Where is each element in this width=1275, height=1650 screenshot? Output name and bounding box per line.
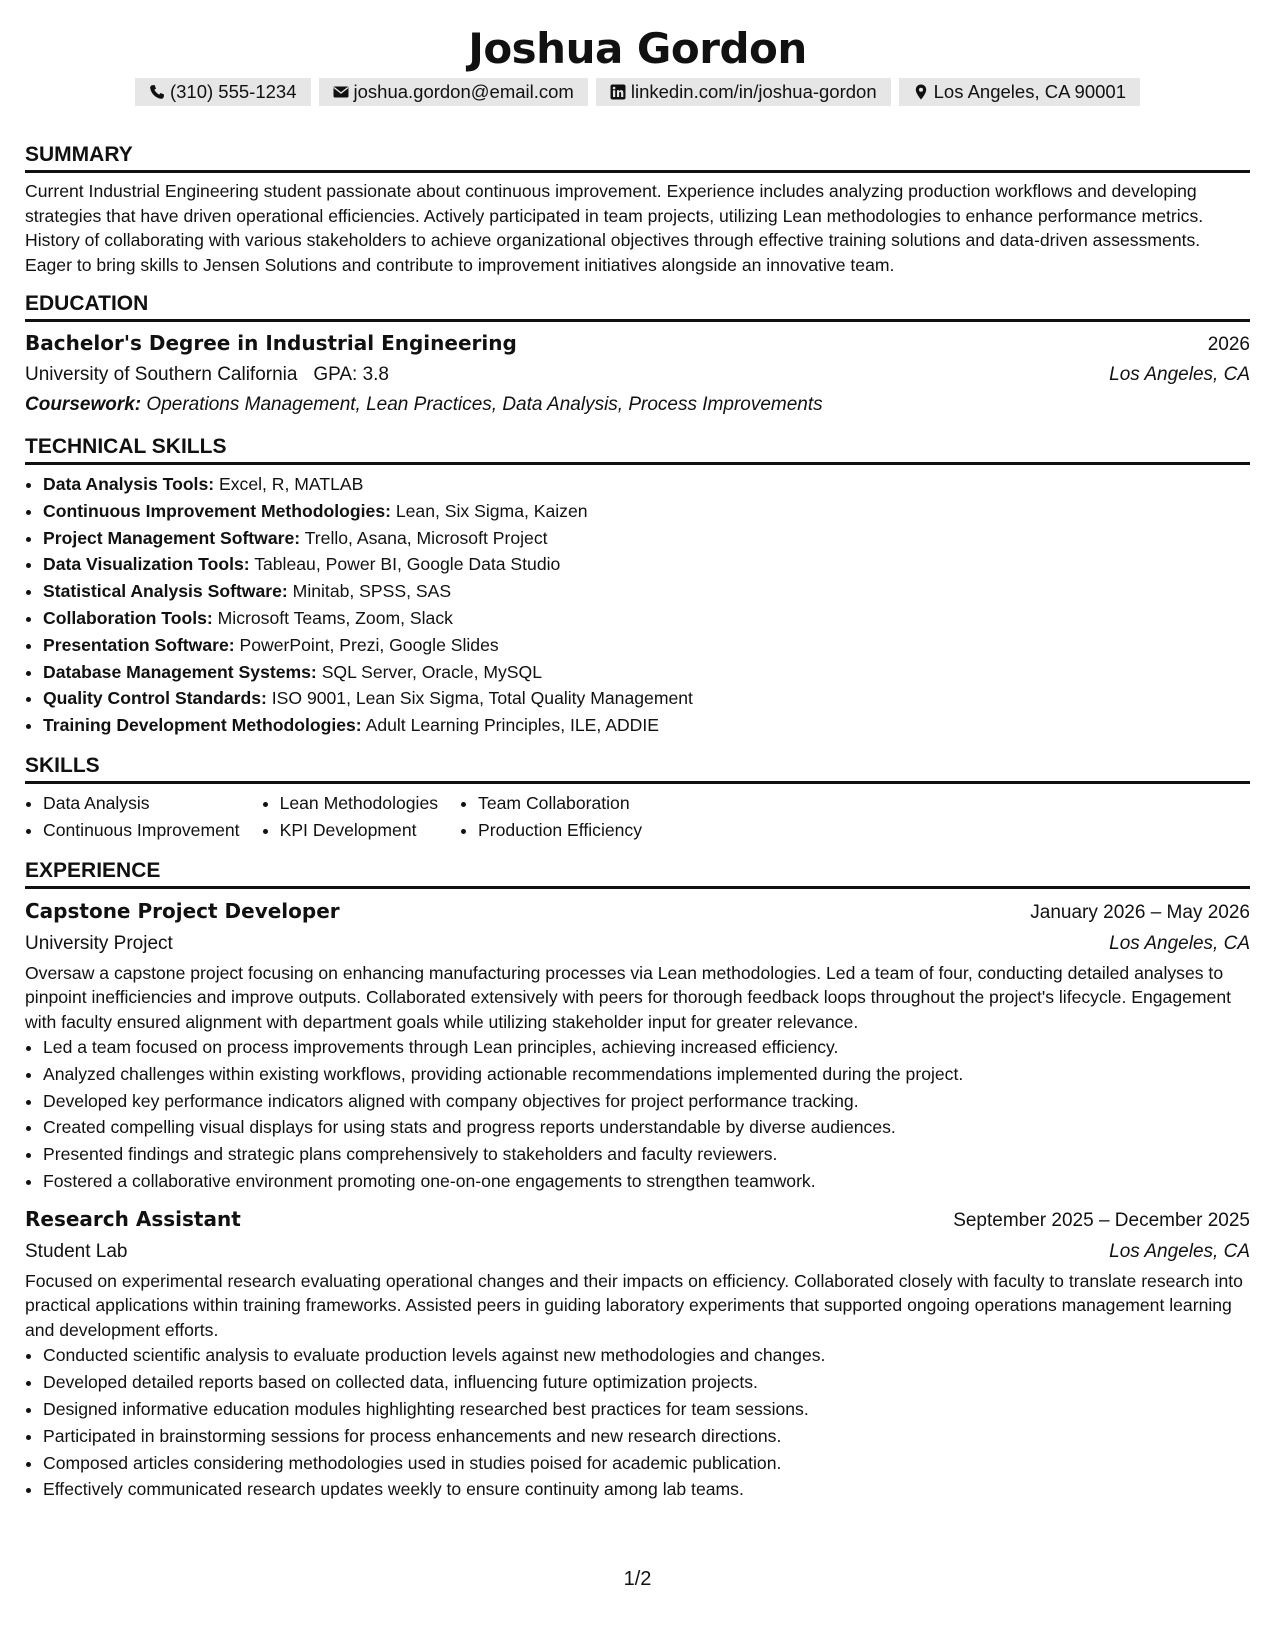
education-section bbox=[25, 291, 1250, 420]
list-item: • Analyzed challenges within existing workflows, providing actionable recommendations implemented during the project. bbox=[43, 1061, 1250, 1088]
skill-value: Excel, R, MATLAB bbox=[218, 474, 364, 494]
school-info bbox=[25, 360, 389, 390]
list-item: • Created compelling visual displays for using stats and progress reports understandable by diverse audiences. bbox=[43, 1114, 1250, 1141]
list-item: • Effectively communicated research updates weekly to ensure continuity among lab teams. bbox=[43, 1476, 1250, 1503]
linkedin-icon bbox=[610, 84, 626, 100]
skill-label: Database Management Systems: bbox=[43, 661, 317, 682]
summary-text: Current Industrial Engineering student passionate about continuous improvement. Experience includes analyzing production workflows and developing strategies that have driven operational efficiencies. Actively participated in team projects, utilizing Lean methodologies to enhance performance metrics. History of collaborating with various stakeholders to achieve organizational objectives through effective training solutions and data-driven assessments. Eager to bring skills to Jensen Solutions and contribute to improvement initiatives alongside an innovative team. bbox=[25, 181, 1204, 275]
graduation-year: 2026 bbox=[1207, 334, 1250, 355]
skill-label: Quality Control Standards: bbox=[43, 688, 267, 709]
contact-phone-text: (310) 555-1234 bbox=[169, 81, 297, 102]
job-header-row bbox=[25, 895, 1250, 929]
page-number: 1/2 bbox=[623, 1568, 652, 1590]
envelope-icon bbox=[333, 84, 349, 100]
section-title: EXPERIENCE bbox=[25, 858, 1250, 889]
contact-location bbox=[899, 78, 1140, 106]
job-entry bbox=[25, 1203, 1250, 1503]
job-description: Oversaw a capstone project focusing on enhancing manufacturing processes via Lean methodologies. Led a team of four, conducting detailed analyses to pinpoint inefficiencies and improve outputs. Collaborated extensively with peers for thorough feedback loops throughout the project's lifecycle. Engagement with faculty ensured alignment with department goals while utilizing stakeholder input for greater relevance. bbox=[25, 962, 1231, 1032]
experience-section bbox=[25, 858, 1250, 1504]
skill-label: Training Development Methodologies: bbox=[43, 715, 362, 736]
skill-label: Presentation Software: bbox=[43, 634, 235, 655]
list-item bbox=[43, 525, 1250, 552]
section-title: EDUCATION bbox=[25, 291, 1250, 322]
skill-label: Statistical Analysis Software: bbox=[43, 581, 288, 602]
skill-value: Trello, Asana, Microsoft Project bbox=[304, 527, 548, 548]
list-item: • Continuous Improvement bbox=[43, 817, 240, 844]
list-item bbox=[43, 498, 1250, 525]
job-bullets bbox=[25, 1342, 1250, 1503]
list-item: • Lean Methodologies bbox=[280, 790, 438, 817]
section-title: TECHNICAL SKILLS bbox=[25, 434, 1250, 465]
phone-icon bbox=[149, 84, 165, 100]
list-item bbox=[43, 551, 1250, 578]
job-dates: January 2026 – May 2026 bbox=[1030, 901, 1250, 923]
list-item: • Designed informative education modules highlighting researched best practices for team sessions. bbox=[43, 1396, 1250, 1423]
map-pin-icon bbox=[913, 84, 929, 100]
list-item: • Composed articles considering methodologies used in studies poised for academic publication. bbox=[43, 1450, 1250, 1477]
skill-value: PowerPoint, Prezi, Google Slides bbox=[239, 634, 499, 655]
job-dates: September 2025 – December 2025 bbox=[953, 1209, 1250, 1231]
section-title: SKILLS bbox=[25, 753, 1250, 784]
contact-phone bbox=[135, 78, 311, 106]
contact-linkedin-text: linkedin.com/in/joshua-gordon bbox=[630, 81, 877, 102]
skills-column bbox=[262, 790, 438, 844]
candidate-name: Joshua Gordon bbox=[468, 24, 807, 73]
technical-skills-list bbox=[25, 471, 1250, 739]
skills-grid bbox=[25, 790, 1250, 844]
list-item: • Conducted scientific analysis to evaluate production levels against new methodologies and changes. bbox=[43, 1342, 1250, 1369]
list-item: • Data Analysis bbox=[43, 790, 240, 817]
job-org-row bbox=[25, 929, 1250, 959]
list-item: • Team Collaboration bbox=[478, 790, 642, 817]
job-location: Los Angeles, CA bbox=[1109, 1240, 1250, 1262]
list-item bbox=[43, 632, 1250, 659]
list-item bbox=[43, 659, 1250, 686]
skill-value: Minitab, SPSS, SAS bbox=[292, 581, 452, 602]
degree-title: Bachelor's Degree in Industrial Engineering bbox=[25, 331, 517, 355]
contact-email-text: joshua.gordon@email.com bbox=[353, 81, 574, 102]
list-item bbox=[43, 712, 1250, 739]
contact-email bbox=[319, 78, 588, 106]
list-item bbox=[43, 578, 1250, 605]
contact-location-text: Los Angeles, CA 90001 bbox=[933, 81, 1126, 102]
list-item: • Developed key performance indicators aligned with company objectives for project performance tracking. bbox=[43, 1088, 1250, 1115]
skill-label: Collaboration Tools: bbox=[43, 607, 213, 628]
job-org-row bbox=[25, 1237, 1250, 1267]
coursework-line bbox=[25, 390, 1250, 420]
school-location: Los Angeles, CA bbox=[1109, 364, 1250, 385]
summary-section bbox=[25, 142, 1250, 277]
job-header-row bbox=[25, 1203, 1250, 1237]
skill-label: Data Visualization Tools: bbox=[43, 554, 250, 575]
list-item: • Developed detailed reports based on collected data, influencing future optimization projects. bbox=[43, 1369, 1250, 1396]
skill-label: Data Analysis Tools: bbox=[43, 474, 215, 494]
skills-section bbox=[25, 753, 1250, 844]
skill-value: SQL Server, Oracle, MySQL bbox=[321, 661, 543, 682]
education-school-row bbox=[25, 360, 1250, 390]
coursework-list: Operations Management, Lean Practices, Data Analysis, Process Improvements bbox=[146, 394, 823, 415]
section-title: SUMMARY bbox=[25, 142, 1250, 173]
job-org: University Project bbox=[25, 932, 173, 954]
skill-value: Microsoft Teams, Zoom, Slack bbox=[217, 607, 453, 628]
list-item bbox=[43, 685, 1250, 712]
list-item: • Production Efficiency bbox=[478, 817, 642, 844]
job-org: Student Lab bbox=[25, 1240, 128, 1262]
education-header-row bbox=[25, 328, 1250, 360]
list-item: • Led a team focused on process improvements through Lean principles, achieving increased efficiency. bbox=[43, 1034, 1250, 1061]
list-item bbox=[43, 471, 1250, 498]
job-bullets bbox=[25, 1034, 1250, 1195]
contact-bar bbox=[25, 78, 1250, 106]
skill-value: ISO 9001, Lean Six Sigma, Total Quality Management bbox=[271, 688, 693, 709]
school-name: University of Southern California bbox=[25, 364, 298, 385]
skills-column bbox=[25, 790, 240, 844]
gpa: GPA: 3.8 bbox=[313, 364, 389, 385]
list-item: • KPI Development bbox=[280, 817, 438, 844]
skill-value: Lean, Six Sigma, Kaizen bbox=[395, 500, 588, 521]
contact-linkedin bbox=[596, 78, 891, 106]
skill-label: Continuous Improvement Methodologies: bbox=[43, 500, 391, 521]
job-role: Capstone Project Developer bbox=[25, 898, 340, 923]
coursework-label: Coursework: bbox=[25, 394, 142, 415]
job-location: Los Angeles, CA bbox=[1109, 932, 1250, 954]
list-item: • Fostered a collaborative environment promoting one-on-one engagements to strengthen teamwork. bbox=[43, 1168, 1250, 1195]
job-description: Focused on experimental research evaluating operational changes and their impacts on efficiency. Collaborated closely with faculty to translate research into practical applications within training frameworks. Assisted peers in guiding laboratory experiments that supported ongoing operations management learning and development efforts. bbox=[25, 1270, 1243, 1340]
list-item bbox=[43, 605, 1250, 632]
job-role: Research Assistant bbox=[25, 1206, 241, 1231]
list-item: • Participated in brainstorming sessions for process enhancements and new research directions. bbox=[43, 1423, 1250, 1450]
skill-value: Adult Learning Principles, ILE, ADDIE bbox=[365, 715, 659, 736]
list-item: • Presented findings and strategic plans comprehensively to stakeholders and faculty reviewers. bbox=[43, 1141, 1250, 1168]
skill-label: Project Management Software: bbox=[43, 527, 301, 548]
job-entry bbox=[25, 895, 1250, 1195]
technical-skills-section bbox=[25, 434, 1250, 739]
skills-column bbox=[460, 790, 642, 844]
skill-value: Tableau, Power BI, Google Data Studio bbox=[254, 554, 561, 575]
